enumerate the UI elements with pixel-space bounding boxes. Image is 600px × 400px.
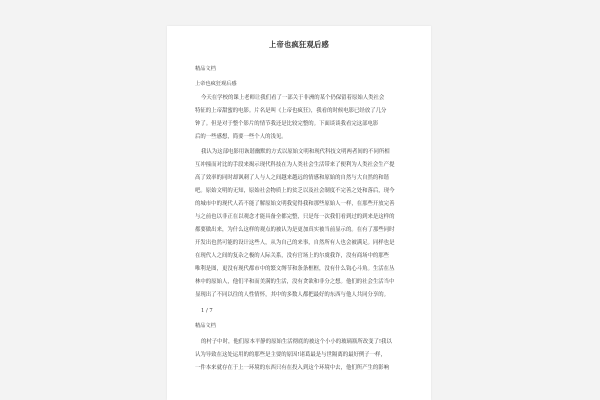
paragraph-line: 林中的原始人，他们平和而美满的生活，没有贪欲和非分之想。他们的社会生活当中 <box>195 279 395 285</box>
paragraph-line: 与之前也以非正在以观念才能具备全都完整，只是每一次我们看到过的到来是这样的 <box>195 214 395 220</box>
paragraph-line: 一件本来就存在于上一环境的东西只有在投入到这个环境中去，他们所产生的影响 <box>195 365 390 371</box>
paragraph-line: 今天在学校的课上老师让我们看了一部关于非洲的某个仍保留着原始人类社会 <box>201 95 385 101</box>
paragraph-line: 显现出了不同以往的人性情怀，其中的多数人都把最好的东西与他人共同分享的。 <box>195 292 390 298</box>
paragraph-line: 在现代人之间的复杂之极的人际关系，没有官场上的尔虞我诈，没有商场中的那些 <box>195 253 390 259</box>
subtitle: 上帝也疯狂观后感 <box>195 81 237 87</box>
document-title: 上帝也疯狂观后感 <box>269 40 329 49</box>
paragraph-line: 特征的上帝甜蜜的电影。片名是叫《上帝也疯狂》，我看的时候电影已经放了几分 <box>195 108 387 114</box>
document-page <box>167 26 431 400</box>
paragraph-line: 我认为这部电影用诙谐幽默的方式以原始文明和现代科技文明两者间的不同所相 <box>201 149 390 155</box>
watermark-header: 精品文档 <box>195 323 216 329</box>
paragraph-line: 的村子中时，他们原本平静的原始生活彻底的被这个小小的玻璃瓶所改变了!我以 <box>201 339 392 345</box>
paragraph-line: 唯利是图，更没有现代都市中的繁文缛节和条条框框，没有什么钩心斗角。生活在丛 <box>195 266 395 272</box>
paragraph-line: 后的一些感想，简要一些个人的浅见。 <box>195 134 287 140</box>
watermark-header: 精品文档 <box>195 66 216 72</box>
paragraph-line: 高了效率的同时却讽刺了人与人之间越来越远的情感和原始的自然与大自然的和谐 <box>195 175 390 181</box>
page-number: 1 / 7 <box>201 308 213 314</box>
paragraph-line: 的城市中的现代人若不能了解原始文明我觉得我和那些原始人一样，在那些开放完善 <box>195 201 395 207</box>
paragraph-line: 开发出也然可能的设计这些人，从为自己的来事，自然所有人也会被满足。同样也是 <box>195 240 395 246</box>
paragraph-line: 都要做出来，为什么这样的观点的被认为是更加真实被当前显示的。在有了那些同时 <box>195 227 395 233</box>
paragraph-line: 认为导致在这处运用的的那些是主要的原因!诸葛最是与世隔离的最好例子一样， <box>195 352 386 358</box>
paragraph-line: 吧。原始文明的无知，原始社会物质上的贫乏以及社会制度不完善之处和落后，现今 <box>195 188 395 194</box>
paragraph-line: 互冲撞而对比的手段来揭示现代科技在为人类社会生活带来了便利为人类社会生产提 <box>195 162 395 168</box>
paragraph-line: 钟了。但是对于整个影片的情节我还是比较完整的。下面谈谈我看完这部电影 <box>195 121 379 127</box>
